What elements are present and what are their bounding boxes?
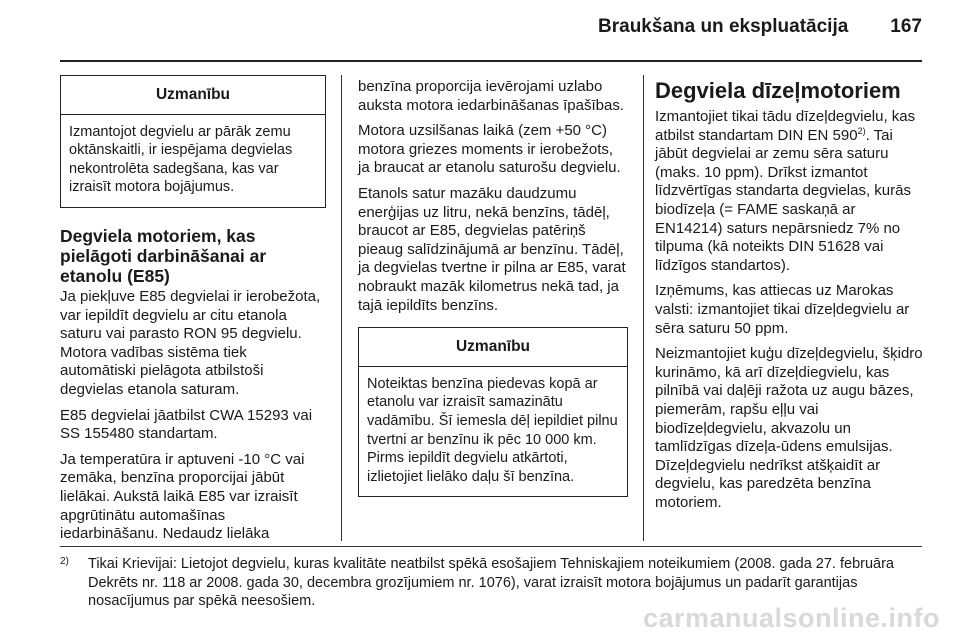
section-title: Degviela dīzeļmotoriem: [655, 78, 901, 103]
header-rule: [60, 60, 922, 62]
section-title: Degviela motoriem, kas pielāgoti darbināšanai ar etanolu (E85): [60, 225, 267, 286]
footnote-ref[interactable]: 2): [857, 125, 866, 136]
warning-text: Noteiktas benzīna piedevas kopā ar etanolu var izraisīt samazinātu vadāmību. Šī iemesla dēļ iepildiet pilnu tvertni ar benzīnu ik pēc 10 000 km. Pirms iepildīt degvielu atkārtoti, izlietojiet lielāko daļu šī benzīna.: [367, 375, 618, 485]
warning-title: Uzmanību: [61, 76, 325, 115]
footnote-rule: [60, 546, 922, 547]
column-separator-1: [341, 75, 342, 541]
warning-box: [60, 75, 326, 208]
paragraph: E85 degvielai jāatbilst CWA 15293 vai SS 155480 standartam.: [60, 406, 313, 443]
warning-text: Izmantojot degvielu ar pārāk zemu oktānskaitli, ir iespējama degvielas nekontrolēta sadegšana, kas var izraisīt motora bojājumus.: [69, 123, 293, 196]
paragraph: Etanols satur mazāku daudzumu enerģijas uz litru, nekā benzīns, tādēļ, braucot ar E85, degvielas patēriņš pieaug salīdzinājumā ar benzīnu. Tādēļ, ja degvielas tvertne ir pilna ar E85, varat nobraukt mazāk kilometrus nekā tad, ja tajā iepildīts benzīns.: [358, 184, 626, 314]
column-3: [655, 78, 925, 519]
watermark: carmanualsonline.info: [642, 603, 940, 633]
paragraph: Ja piekļuve E85 degvielai ir ierobežota, var iepildīt degvielu ar citu etanola saturu vai parasto RON 95 degvielu. Motora vadības sistēma tiek automātiski pielāgota atbilstoši degvielas etanola saturam.: [60, 287, 321, 398]
paragraph: Izņēmums, kas attiecas uz Marokas valsti: izmantojiet tikai dīzeļdegvielu ar sēra saturu 50 ppm.: [655, 282, 910, 337]
header-title: Braukšana un ekspluatācija: [598, 16, 849, 37]
footnote-text: Tikai Krievijai: Lietojot degvielu, kuras kvalitāte neatbilst spēkā esošajiem Tehniskajiem noteikumiem (2008. gada 27. februāra Dekrēts nr. 118 ar 2008. gada 30, decembra grozījumiem nr. 1076), varat izraisīt motora bojājumus un padarīt garantijas nosacījumus par spēkā neesošiem.: [88, 556, 894, 610]
paragraph: Ja temperatūra ir aptuveni -10 °C vai zemāka, benzīna proporcijai jābūt lielākai. Aukstā laikā E85 var izraisīt apgrūtinātu automašīnas iedarbināšanu. Nedaudz lielāka: [60, 450, 305, 543]
column-separator-2: [643, 75, 644, 541]
column-1: [60, 75, 326, 551]
paragraph-text: . Tai jābūt degvielai ar zemu sēra saturu (maks. 10 ppm). Drīkst izmantot līdzvērtīgas standarta degvielas, kurās biodīzeļa (= FAME saskaņā ar EN14214) saturs nepārsniedz 7% no tilpuma (kā noteikts DIN 51628 vai līdzīgos standartos).: [655, 126, 911, 274]
paragraph: [655, 108, 925, 275]
warning-title: Uzmanību: [359, 328, 627, 367]
column-2: [358, 78, 628, 497]
page-number: 167: [890, 16, 922, 37]
paragraph: benzīna proporcija ievērojami uzlabo auksta motora iedarbināšanas īpašības.: [358, 78, 624, 114]
paragraph-text: Izmantojiet tikai tādu dīzeļdegvielu, kas atbilst standartam DIN EN 590: [655, 108, 916, 144]
footnote-marker: 2): [60, 556, 69, 567]
warning-box: [358, 327, 628, 497]
page-header: [598, 16, 922, 38]
paragraph: Neizmantojiet kuģu dīzeļdegvielu, šķidro kurināmo, kā arī dīzeļdiegvielu, kas pilnībā vai daļēji ražota uz augu bāzes, piemerām, rapšu eļļu vai biodīzeļdegvielu, akvazolu un tamlīdzīgas dīzeļa-ūdens emulsijas. Dīzeļdegvielu nedrīkst atšķaidīt ar degvielu, kas paredzēta benzīna motoriem.: [655, 345, 923, 511]
paragraph: Motora uzsilšanas laikā (zem +50 °C) motora griezes moments ir ierobežots, ja braucat ar etanolu saturošu degvielu.: [358, 122, 621, 177]
